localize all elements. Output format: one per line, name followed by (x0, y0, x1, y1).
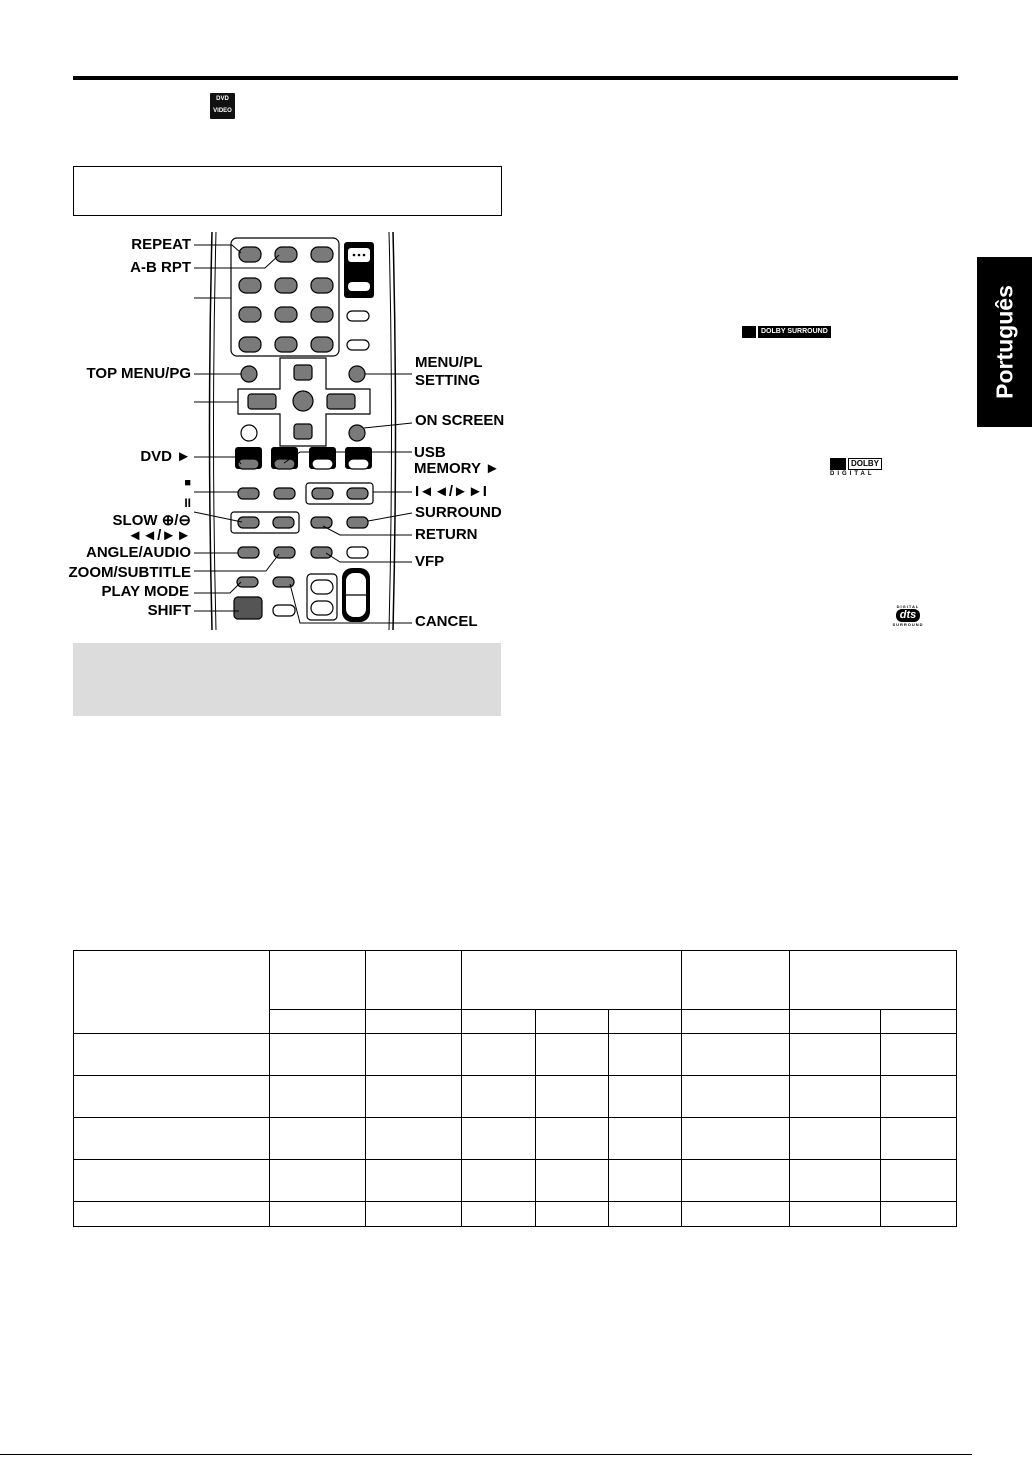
label-cancel: CANCEL (415, 613, 478, 630)
label-dvd-play: DVD ► (140, 448, 191, 465)
dolby-digital-top: DOLBY (848, 458, 882, 470)
dolby-digital-bottom: DIGITAL (830, 471, 875, 477)
label-slow: SLOW ⊕/⊖ (112, 512, 191, 529)
label-shift: SHIFT (147, 602, 191, 619)
label-zoom-subtitle: ZOOM/SUBTITLE (68, 564, 191, 581)
remote-control-illustration (190, 228, 420, 633)
label-on-screen: ON SCREEN (415, 412, 505, 429)
bottom-rule (0, 1454, 972, 1455)
dolby-dd-icon (830, 458, 846, 470)
label-repeat: REPEAT (131, 236, 191, 253)
table-row (74, 1034, 957, 1076)
label-surround: SURROUND (415, 504, 502, 521)
label-skip: I◄◄/►►I (415, 483, 487, 500)
dolby-digital-logo (830, 458, 888, 478)
label-vfp: VFP (415, 553, 445, 570)
compatibility-table (73, 950, 957, 1227)
table-row (74, 1076, 957, 1118)
dts-top: DIGITAL (896, 604, 920, 609)
label-memory: MEMORY ► (414, 460, 500, 477)
dolby-surround-logo (742, 326, 831, 338)
label-top-menu-pg: TOP MENU/PG (86, 365, 191, 382)
label-play-mode: PLAY MODE (101, 583, 189, 600)
table-row (74, 1160, 957, 1202)
label-angle-audio: ANGLE/AUDIO (86, 544, 191, 561)
dvd-badge-top: DVD (216, 96, 229, 102)
dolby-dd-icon (742, 326, 756, 338)
label-search: ◄◄/►► (127, 527, 191, 544)
dvd-video-badge (210, 93, 235, 119)
label-ab-rpt: A-B RPT (130, 259, 191, 276)
table-row (74, 1118, 957, 1160)
label-usb: USB (414, 444, 446, 461)
table-row (74, 951, 957, 1010)
top-rule (73, 76, 958, 80)
dts-mid: dts (896, 609, 920, 622)
table-row (74, 1202, 957, 1227)
language-tab-label: Português (991, 285, 1017, 399)
label-pause: II (184, 496, 191, 510)
label-menu-pl: MENU/PL (415, 354, 483, 371)
dvd-badge-bottom: VIDEO (213, 108, 232, 114)
dts-bottom: SURROUND (892, 622, 924, 627)
label-return: RETURN (415, 526, 478, 543)
instruction-box (73, 166, 502, 216)
label-stop: ■ (184, 477, 191, 489)
dolby-surround-text: DOLBY SURROUND (758, 326, 831, 338)
dts-logo (892, 604, 924, 628)
language-tab (977, 257, 1032, 427)
note-box (73, 643, 501, 716)
label-setting: SETTING (415, 372, 481, 389)
